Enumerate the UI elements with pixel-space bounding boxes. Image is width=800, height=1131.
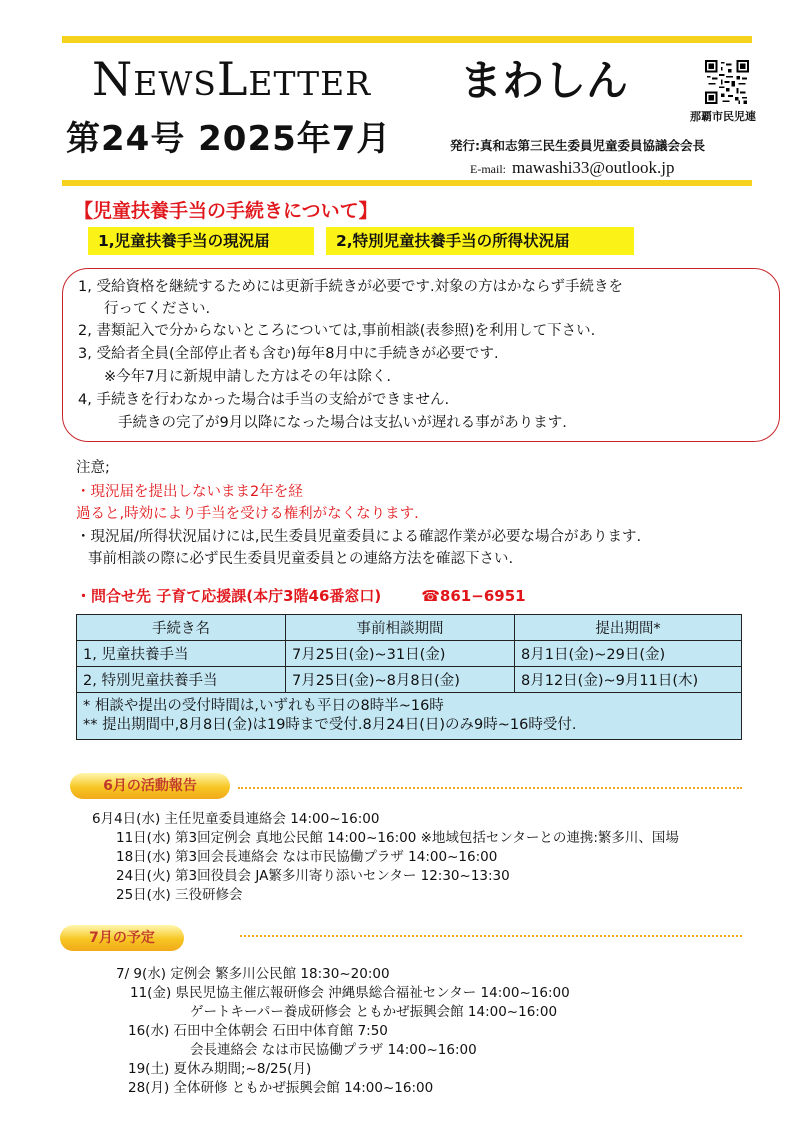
schedule-item: 11(金) 県民児協主催広報研修会 沖縄県総合福祉センター 14:00~16:00 xyxy=(130,985,570,1001)
notice-line: ※今年7月に新規申請した方はその年は除く. xyxy=(104,369,391,385)
email-label: E-mail: xyxy=(470,162,506,176)
activity-item: 6月4日(水) 主任児童委員連絡会 14:00~16:00 xyxy=(92,811,380,827)
table-header: 提出期間* xyxy=(515,615,742,641)
top-yellow-rule xyxy=(62,36,752,43)
schedule-item: ゲートキーパー養成研修会 ともかぜ振興会館 14:00~16:00 xyxy=(190,1004,558,1020)
schedule-item: 会長連絡会 なは市民協働プラザ 14:00~16:00 xyxy=(190,1042,477,1058)
table-cell: 8月1日(金)~29日(金) xyxy=(515,641,742,667)
table-header: 事前相談期間 xyxy=(286,615,515,641)
activity-item: 25日(水) 三役研修会 xyxy=(116,887,243,903)
schedule-item: 19(土) 夏休み期間;~8/25(月) xyxy=(128,1061,312,1077)
table-footnote-row xyxy=(77,693,742,740)
table-cell: 8月12日(金)~9月11日(木) xyxy=(515,667,742,693)
caution-red-line: 過ると,時効により手当を受ける権利がなくなります. xyxy=(76,506,419,522)
table-header-row xyxy=(77,615,742,641)
contact-phone[interactable]: ☎861−6951 xyxy=(421,587,526,605)
contact-info xyxy=(76,585,526,606)
notice-line: 2, 書類記入で分からないところについては,事前相談(表参照)を利用して下さい. xyxy=(78,323,596,339)
table-cell: 1, 児童扶養手当 xyxy=(77,641,286,667)
newsletter-wordmark: NEWSLETTER xyxy=(92,52,372,106)
section-title: 【児童扶養手当の手続きについて】 xyxy=(74,200,378,222)
tag-genkyo-todoke: 1,児童扶養手当の現況届 xyxy=(88,227,314,255)
email-row xyxy=(470,158,675,178)
notice-line: 4, 手続きを行わなかった場合は手当の支給ができません. xyxy=(78,392,450,408)
july-schedule-badge: 7月の予定 xyxy=(60,925,184,951)
contact-label: ・問合せ先 子育て応援課(本庁3階46番窓口) xyxy=(76,587,382,605)
email-address[interactable]: mawashi33@outlook.jp xyxy=(512,158,675,177)
schedule-item: 28(月) 全体研修 ともかぜ振興会館 14:00~16:00 xyxy=(128,1080,434,1096)
caution-line: ・現況届/所得状況届けには,民生委員児童委員による確認作業が必要な場合があります. xyxy=(76,529,642,545)
caution-line: 事前相談の際に必ず民生委員児童委員との連絡方法を確認下さい. xyxy=(88,551,514,567)
notice-line: 3, 受給者全員(全部停止者も含む)毎年8月中に手続きが必要です. xyxy=(78,346,499,362)
notice-line: 1, 受給資格を継続するためには更新手続きが必要です.対象の方はかならず手続きを xyxy=(78,279,624,295)
caution-red-line: ・現況届を提出しないまま2年を経 xyxy=(76,484,303,500)
table-header: 手続き名 xyxy=(77,615,286,641)
publisher: 発行:真和志第三民生委員児童委員協議会会長 xyxy=(450,138,705,153)
schedule-item: 16(水) 石田中全体朝会 石田中体育館 7:50 xyxy=(128,1023,388,1039)
caution-heading: 注意; xyxy=(76,460,110,476)
june-report-badge: 6月の活動報告 xyxy=(70,773,230,799)
header-bottom-rule xyxy=(62,180,752,186)
tag-shotoku-todoke: 2,特別児童扶養手当の所得状況届 xyxy=(326,227,634,255)
notice-line: 行ってください. xyxy=(104,301,211,317)
table-cell: 7月25日(金)~31日(金) xyxy=(286,641,515,667)
activity-item: 11日(水) 第3回定例会 真地公民館 14:00~16:00 ※地域包括センターとの連携:繁多川、国場 xyxy=(116,830,679,846)
newsletter-name: まわしん xyxy=(460,56,629,105)
procedure-schedule-table xyxy=(76,614,742,740)
schedule-item: 7/ 9(水) 定例会 繁多川公民館 18:30~20:00 xyxy=(116,966,390,982)
table-cell: 7月25日(金)~8月8日(金) xyxy=(286,667,515,693)
activity-item: 18日(水) 第3回会長連絡会 なは市民協働プラザ 14:00~16:00 xyxy=(116,849,498,865)
dotted-divider xyxy=(240,935,742,937)
table-row xyxy=(77,667,742,693)
table-row xyxy=(77,641,742,667)
table-cell: 2, 特別児童扶養手当 xyxy=(77,667,286,693)
footnote: * 相談や提出の受付時間は,いずれも平日の8時半~16時 xyxy=(83,698,444,714)
qr-code-icon[interactable] xyxy=(705,60,749,104)
issue-number-date: 第24号 2025年7月 xyxy=(66,119,392,159)
footnote: ** 提出期間中,8月8日(金)は19時まで受付.8月24日(日)のみ9時~16時受付. xyxy=(83,717,577,733)
activity-item: 24日(火) 第3回役員会 JA繁多川寄り添いセンター 12:30~13:30 xyxy=(116,868,510,884)
table-footnotes xyxy=(77,693,742,740)
notice-line: 手続きの完了が9月以降になった場合は支払いが遅れる事があります. xyxy=(118,415,567,431)
dotted-divider xyxy=(238,787,742,789)
qr-caption: 那覇市民児連 xyxy=(690,110,756,123)
